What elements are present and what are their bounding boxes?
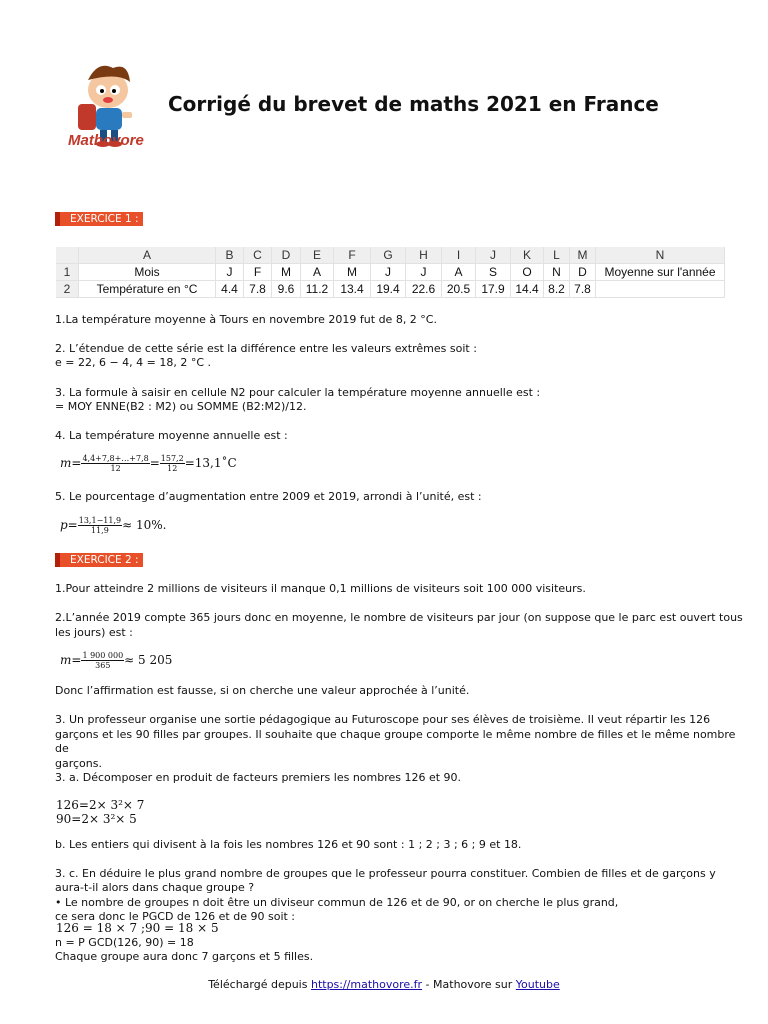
ex2-q3c-line1: 3. c. En déduire le plus grand nombre de groupes que le professeur pourra constituer. Combien de filles et de garçons y bbox=[55, 867, 716, 880]
logo-wordmark: Mathovore bbox=[68, 132, 144, 149]
sheet-cell bbox=[596, 281, 725, 298]
sheet-col: B bbox=[216, 247, 244, 264]
footer-middle: - Mathovore sur bbox=[422, 978, 516, 991]
fraction-numerator: 1 900 000 bbox=[82, 651, 124, 660]
sheet-cell: 17.9 bbox=[476, 281, 511, 298]
footer-prefix: Téléchargé depuis bbox=[208, 978, 311, 991]
formula-fraction bbox=[160, 454, 185, 473]
sheet-cell: 11.2 bbox=[301, 281, 334, 298]
formula-lhs: m= bbox=[60, 653, 82, 667]
ex2-q1: 1.Pour atteindre 2 millions de visiteurs il manque 0,1 millions de visiteurs soit 100 000 visiteurs. bbox=[55, 582, 586, 595]
exercice-2-label: EXERCICE 2 : bbox=[55, 553, 143, 567]
formula-fraction bbox=[78, 516, 122, 535]
sheet-cell: O bbox=[511, 264, 544, 281]
ex1-q4-formula bbox=[60, 454, 237, 473]
exercice-1-label: EXERCICE 1 : bbox=[55, 212, 143, 226]
sheet-cell: S bbox=[476, 264, 511, 281]
ex2-q3c-line5: n = P GCD(126, 90) = 18 bbox=[55, 936, 194, 949]
page-title: Corrigé du brevet de maths 2021 en France bbox=[168, 92, 659, 116]
ex2-q3b: b. Les entiers qui divisent à la fois les nombres 126 et 90 sont : 1 ; 2 ; 3 ; 6 ; 9 et 18. bbox=[55, 838, 522, 851]
sheet-col: H bbox=[406, 247, 442, 264]
sheet-cell: J bbox=[216, 264, 244, 281]
sheet-column-headers bbox=[56, 247, 725, 264]
footer-youtube-link[interactable]: Youtube bbox=[515, 978, 560, 991]
sheet-cell: J bbox=[406, 264, 442, 281]
fraction-numerator: 157,2 bbox=[160, 454, 184, 463]
sheet-col: M bbox=[570, 247, 596, 264]
sheet-cell: N bbox=[544, 264, 570, 281]
ex1-q3-line2: = MOY ENNE(B2 : M2) ou SOMME (B2:M2)/12. bbox=[55, 400, 307, 413]
sheet-cell: Mois bbox=[79, 264, 216, 281]
sheet-cell: D bbox=[570, 264, 596, 281]
sheet-col: D bbox=[272, 247, 301, 264]
fraction-denominator: 365 bbox=[95, 661, 111, 670]
sheet-cell: Température en °C bbox=[79, 281, 216, 298]
sheet-cell: 20.5 bbox=[442, 281, 476, 298]
ex2-q3c-line4: ce sera donc le PGCD de 126 et de 90 soit : bbox=[55, 910, 296, 923]
sheet-col: N bbox=[596, 247, 725, 264]
fraction-denominator: 11,9 bbox=[91, 526, 109, 535]
fraction-denominator: 12 bbox=[167, 464, 178, 473]
sheet-cell: M bbox=[334, 264, 371, 281]
mathovore-logo bbox=[58, 60, 158, 155]
sheet-col: F bbox=[334, 247, 371, 264]
sheet-col: A bbox=[79, 247, 216, 264]
fraction-denominator: 12 bbox=[110, 464, 121, 473]
ex2-q3a-factorization-90: 90=2× 3²× 5 bbox=[56, 812, 137, 826]
sheet-row-number: 2 bbox=[56, 281, 79, 298]
sheet-cell: A bbox=[442, 264, 476, 281]
ex2-q3c-formula: 126 = 18 × 7 ;90 = 18 × 5 bbox=[56, 921, 219, 935]
fraction-numerator: 13,1−11,9 bbox=[78, 516, 122, 525]
ex2-q3a-factorization-126: 126=2× 3²× 7 bbox=[56, 798, 145, 812]
formula-result: =13,1˚C bbox=[184, 456, 237, 470]
sheet-cell: 13.4 bbox=[334, 281, 371, 298]
sheet-col: I bbox=[442, 247, 476, 264]
sheet-row bbox=[56, 281, 725, 298]
ex2-q3-line2: garçons et les 90 filles par groupes. Il souhaite que chaque groupe comporte le même nombre de filles et le même nombre bbox=[55, 728, 736, 741]
sheet-col: L bbox=[544, 247, 570, 264]
sheet-cell: M bbox=[272, 264, 301, 281]
sheet-corner bbox=[56, 247, 79, 264]
sheet-cell: 7.8 bbox=[570, 281, 596, 298]
spreadsheet bbox=[56, 247, 725, 298]
ex2-q3c-line6: Chaque groupe aura donc 7 garçons et 5 filles. bbox=[55, 950, 314, 963]
sheet-cell: 9.6 bbox=[272, 281, 301, 298]
sheet-col: J bbox=[476, 247, 511, 264]
ex2-q3-line1: 3. Un professeur organise une sortie pédagogique au Futuroscope pour ses élèves de troisième. Il veut répartir les 126 bbox=[55, 713, 711, 726]
sheet-col: E bbox=[301, 247, 334, 264]
ex2-q3c-line3: • Le nombre de groupes n doit être un diviseur commun de 126 et de 90, or on cherche le plus grand, bbox=[55, 896, 619, 909]
sheet-cell: Moyenne sur l'année bbox=[596, 264, 725, 281]
formula-equals: = bbox=[149, 456, 160, 470]
sheet-col: G bbox=[371, 247, 406, 264]
formula-lhs: p= bbox=[60, 518, 78, 532]
sheet-col: C bbox=[244, 247, 272, 264]
formula-result: ≈ 5 205 bbox=[124, 653, 173, 667]
sheet-row-number: 1 bbox=[56, 264, 79, 281]
ex1-q1: 1.La température moyenne à Tours en novembre 2019 fut de 8, 2 °C. bbox=[55, 313, 437, 326]
sheet-cell: 14.4 bbox=[511, 281, 544, 298]
ex1-q5: 5. Le pourcentage d’augmentation entre 2009 et 2019, arrondi à l’unité, est : bbox=[55, 490, 482, 503]
ex1-q2-line1: 2. L’étendue de cette série est la différence entre les valeurs extrêmes soit : bbox=[55, 342, 477, 355]
sheet-cell: 8.2 bbox=[544, 281, 570, 298]
ex2-q2-conclusion: Donc l’affirmation est fausse, si on cherche une valeur approchée à l’unité. bbox=[55, 684, 470, 697]
formula-fraction bbox=[81, 651, 124, 670]
ex2-q3-line4: garçons. bbox=[55, 757, 102, 770]
sheet-cell: J bbox=[371, 264, 406, 281]
sheet-col: K bbox=[511, 247, 544, 264]
ex1-q3-line1: 3. La formule à saisir en cellule N2 pour calculer la température moyenne annuelle est : bbox=[55, 386, 541, 399]
sheet-cell: F bbox=[244, 264, 272, 281]
footer-site-link[interactable]: https://mathovore.fr bbox=[310, 978, 423, 991]
ex1-q5-formula bbox=[60, 516, 166, 535]
formula-lhs: m= bbox=[60, 456, 82, 470]
ex1-q2-line2: e = 22, 6 − 4, 4 = 18, 2 °C . bbox=[55, 356, 212, 369]
formula-fraction bbox=[81, 454, 149, 473]
ex1-q4: 4. La température moyenne annuelle est : bbox=[55, 429, 288, 442]
sheet-cell: A bbox=[301, 264, 334, 281]
ex2-q3c-line2: aura-t-il alors dans chaque groupe ? bbox=[55, 881, 255, 894]
sheet-cell: 22.6 bbox=[406, 281, 442, 298]
fraction-numerator: 4,4+7,8+…+7,8 bbox=[82, 454, 149, 463]
ex2-q2-line1: 2.L’année 2019 compte 365 jours donc en moyenne, le nombre de visiteurs par jour (on suppose que le parc est ouvert tous bbox=[55, 611, 743, 624]
ex2-q3-line3: de bbox=[55, 742, 69, 755]
ex2-q2-line2: les jours) est : bbox=[55, 626, 133, 639]
footer bbox=[0, 978, 768, 991]
formula-result: ≈ 10%. bbox=[122, 518, 167, 532]
sheet-cell: 4.4 bbox=[216, 281, 244, 298]
ex2-q3a: 3. a. Décomposer en produit de facteurs premiers les nombres 126 et 90. bbox=[55, 771, 462, 784]
sheet-row bbox=[56, 264, 725, 281]
sheet-cell: 19.4 bbox=[371, 281, 406, 298]
sheet-cell: 7.8 bbox=[244, 281, 272, 298]
ex2-q2-formula bbox=[60, 651, 172, 670]
